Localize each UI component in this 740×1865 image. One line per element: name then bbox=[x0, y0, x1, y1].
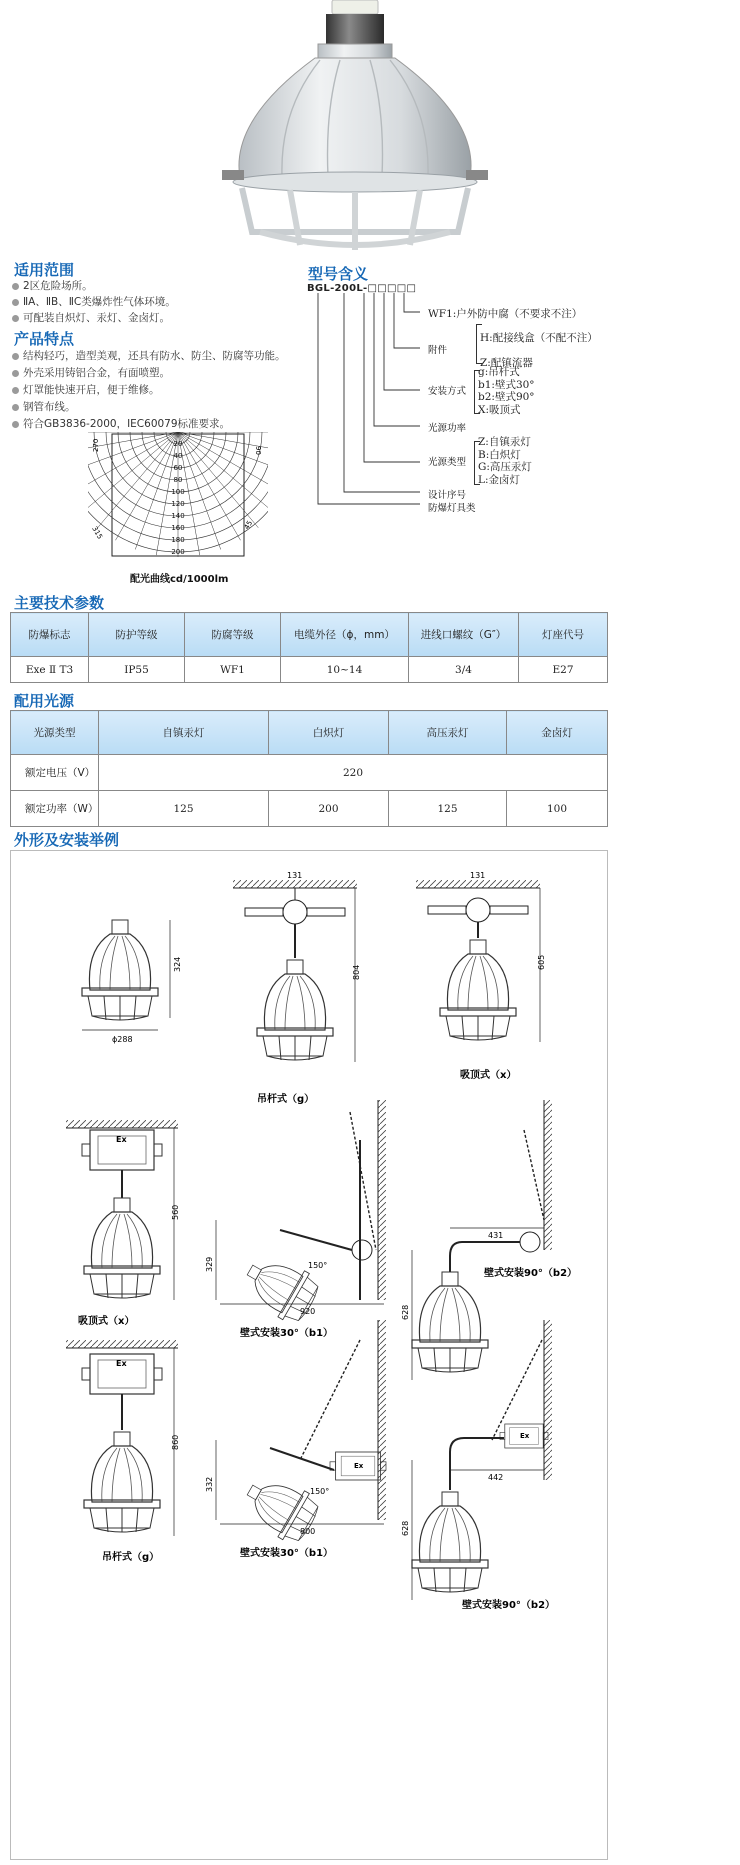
tech-title: 主要技术参数 bbox=[14, 594, 105, 612]
svg-text:Ex: Ex bbox=[520, 1432, 530, 1440]
svg-text:90: 90 bbox=[254, 446, 262, 455]
svg-text:Ex: Ex bbox=[116, 1135, 127, 1144]
svg-text:324: 324 bbox=[173, 956, 182, 972]
table-cell: 125 bbox=[99, 791, 269, 827]
svg-text:800: 800 bbox=[300, 1527, 316, 1536]
list-item: 2区危险场所。 bbox=[12, 278, 176, 294]
table-header: 进线口螺纹（G″） bbox=[409, 613, 519, 657]
table-cell: 3/4 bbox=[409, 657, 519, 683]
svg-text:吊杆式（g）: 吊杆式（g） bbox=[102, 1552, 160, 1563]
polar-caption: 配光曲线cd/1000lm bbox=[130, 574, 229, 585]
table-header: 金卤灯 bbox=[507, 711, 608, 755]
drawing-ceiling-box-x bbox=[66, 1120, 180, 1327]
drawing-wall-30-b1 bbox=[205, 1100, 386, 1339]
polar-ray bbox=[178, 432, 268, 512]
table-header: 光源类型 bbox=[11, 711, 99, 755]
list-item: B:白炽灯 bbox=[478, 448, 521, 461]
svg-text:壁式安装90°（b2）: 壁式安装90°（b2） bbox=[462, 1600, 556, 1611]
list-item: 符合GB3836-2000，IEC60079标准要求。 bbox=[12, 416, 286, 433]
list-item: b1:壁式30° bbox=[478, 378, 535, 391]
model-wf1: WF1:户外防中腐（不要求不注） bbox=[428, 308, 583, 320]
table-cell: 10~14 bbox=[281, 657, 409, 683]
polar-ray bbox=[88, 432, 178, 512]
svg-text:45: 45 bbox=[242, 519, 255, 531]
polar-ring-label: 40 bbox=[173, 452, 183, 460]
drawing-wall-box-30-b1 bbox=[205, 1320, 386, 1559]
list-item: L:金卤灯 bbox=[478, 473, 521, 486]
svg-text:131: 131 bbox=[470, 871, 486, 880]
svg-text:270: 270 bbox=[92, 438, 100, 452]
polar-ring-label: 80 bbox=[173, 476, 183, 484]
table-header: 防腐等级 bbox=[185, 613, 281, 657]
table-cell: 额定功率（W） bbox=[11, 791, 99, 827]
model-tree-lines bbox=[300, 290, 420, 520]
svg-text:431: 431 bbox=[488, 1231, 504, 1240]
product-lamp-image bbox=[220, 0, 490, 255]
install-drawings bbox=[10, 850, 610, 1862]
svg-text:131: 131 bbox=[287, 871, 303, 880]
svg-text:Ex: Ex bbox=[354, 1462, 364, 1470]
model-design: 设计序号 bbox=[428, 490, 467, 501]
svg-text:560: 560 bbox=[171, 1204, 180, 1220]
table-cell: IP55 bbox=[89, 657, 185, 683]
polar-ring-label: 120 bbox=[171, 500, 185, 508]
list-item: 灯罩能快速开启，便于维修。 bbox=[12, 382, 286, 399]
list-item: 可配装自炽灯、汞灯、金卤灯。 bbox=[12, 310, 176, 326]
usage-title: 适用范围 bbox=[14, 261, 75, 279]
table-header: 防爆标志 bbox=[11, 613, 89, 657]
drawing-ceiling-x bbox=[416, 871, 546, 1081]
usage-list bbox=[12, 278, 176, 326]
table-header: 白炽灯 bbox=[269, 711, 389, 755]
svg-text:860: 860 bbox=[171, 1434, 180, 1450]
svg-text:920: 920 bbox=[300, 1307, 316, 1316]
svg-text:ϕ288: ϕ288 bbox=[112, 1035, 133, 1044]
source-title: 配用光源 bbox=[14, 692, 75, 710]
table-header: 自镇汞灯 bbox=[99, 711, 269, 755]
drawing-pendant-box-g bbox=[66, 1340, 180, 1563]
list-item: ⅡA、ⅡB、ⅡC类爆炸性气体环境。 bbox=[12, 294, 176, 310]
polar-ray bbox=[88, 432, 178, 454]
svg-text:吊杆式（g）: 吊杆式（g） bbox=[257, 1094, 315, 1105]
table-cell: 220 bbox=[99, 755, 608, 791]
polar-ring-label: 20 bbox=[173, 440, 183, 448]
polar-ray bbox=[88, 432, 178, 475]
table-cell: E27 bbox=[519, 657, 608, 683]
svg-text:150°: 150° bbox=[310, 1487, 330, 1496]
list-item: g:吊杆式 bbox=[478, 366, 520, 378]
table-cell: WF1 bbox=[185, 657, 281, 683]
table-header: 高压汞灯 bbox=[389, 711, 507, 755]
table-cell: Exe Ⅱ T3 bbox=[11, 657, 89, 683]
list-item: 外壳采用铸铝合金，有面喷塑。 bbox=[12, 365, 286, 382]
list-item: Z:自镇汞灯 bbox=[478, 436, 531, 448]
table-row bbox=[11, 657, 608, 683]
model-power: 光源功率 bbox=[428, 423, 467, 434]
model-category: 防爆灯具类 bbox=[428, 503, 476, 514]
model-install-label: 安装方式 bbox=[428, 386, 467, 397]
install-title: 外形及安装举例 bbox=[14, 831, 120, 849]
list-item: G:高压汞灯 bbox=[478, 461, 532, 473]
model-source-list bbox=[478, 436, 532, 486]
polar-ray bbox=[178, 432, 268, 495]
features-title: 产品特点 bbox=[14, 330, 75, 348]
table-row bbox=[11, 755, 608, 791]
polar-ring-label: 100 bbox=[171, 488, 185, 496]
svg-text:壁式安装30°（b1）: 壁式安装30°（b1） bbox=[240, 1328, 334, 1339]
table-header: 灯座代号 bbox=[519, 613, 608, 657]
svg-text:605: 605 bbox=[537, 954, 546, 970]
polar-ring-label: 60 bbox=[173, 464, 183, 472]
svg-text:442: 442 bbox=[488, 1473, 504, 1482]
drawing-pendant-g bbox=[233, 871, 361, 1105]
svg-text:628: 628 bbox=[401, 1304, 410, 1320]
polar-ring-label: 160 bbox=[171, 524, 185, 532]
polar-ring-label: 140 bbox=[171, 512, 185, 520]
table-header: 电缆外径（ϕ，mm） bbox=[281, 613, 409, 657]
model-source-label: 光源类型 bbox=[428, 457, 467, 468]
polar-ring-label: 200 bbox=[171, 548, 185, 556]
drawing-lamp-plain bbox=[82, 920, 182, 1044]
model-title: 型号含义 bbox=[308, 265, 369, 283]
table-cell: 额定电压（V） bbox=[11, 755, 99, 791]
svg-text:628: 628 bbox=[401, 1520, 410, 1536]
model-code: BGL-200L-□□□□□ bbox=[307, 283, 417, 294]
table-cell: 200 bbox=[269, 791, 389, 827]
model-accessory-0: H:配接线盒（不配不注） bbox=[480, 332, 598, 344]
table-row bbox=[11, 791, 608, 827]
model-accessory-label: 附件 bbox=[428, 345, 448, 356]
table-cell: 100 bbox=[507, 791, 608, 827]
table-header: 防护等级 bbox=[89, 613, 185, 657]
features-list bbox=[12, 348, 286, 433]
svg-text:壁式安装30°（b1）: 壁式安装30°（b1） bbox=[240, 1548, 334, 1559]
svg-text:壁式安装90°（b2）: 壁式安装90°（b2） bbox=[484, 1268, 578, 1279]
source-table bbox=[10, 710, 608, 827]
table-cell: 125 bbox=[389, 791, 507, 827]
svg-text:329: 329 bbox=[205, 1256, 214, 1272]
svg-text:吸顶式（x）: 吸顶式（x） bbox=[78, 1316, 135, 1327]
svg-text:804: 804 bbox=[352, 964, 361, 980]
polar-ring-label: 180 bbox=[171, 536, 185, 544]
svg-text:150°: 150° bbox=[308, 1261, 328, 1270]
model-install-list bbox=[478, 366, 535, 416]
svg-text:吸顶式（x）: 吸顶式（x） bbox=[460, 1070, 517, 1081]
svg-text:315: 315 bbox=[90, 525, 104, 541]
model-accessory-1: Z:配镇流器 bbox=[480, 357, 533, 369]
list-item: b2:壁式90° bbox=[478, 391, 535, 403]
drawing-wall-box-90-b2 bbox=[401, 1320, 555, 1611]
tech-table bbox=[10, 612, 608, 683]
polar-ray bbox=[88, 432, 178, 495]
list-item: 结构轻巧，造型美观，还具有防水、防尘、防腐等功能。 bbox=[12, 348, 286, 365]
svg-text:Ex: Ex bbox=[116, 1359, 127, 1368]
polar-diagram bbox=[88, 432, 268, 567]
list-item: X:吸顶式 bbox=[478, 403, 521, 416]
list-item: 钢管布线。 bbox=[12, 399, 286, 416]
svg-text:332: 332 bbox=[205, 1476, 214, 1492]
